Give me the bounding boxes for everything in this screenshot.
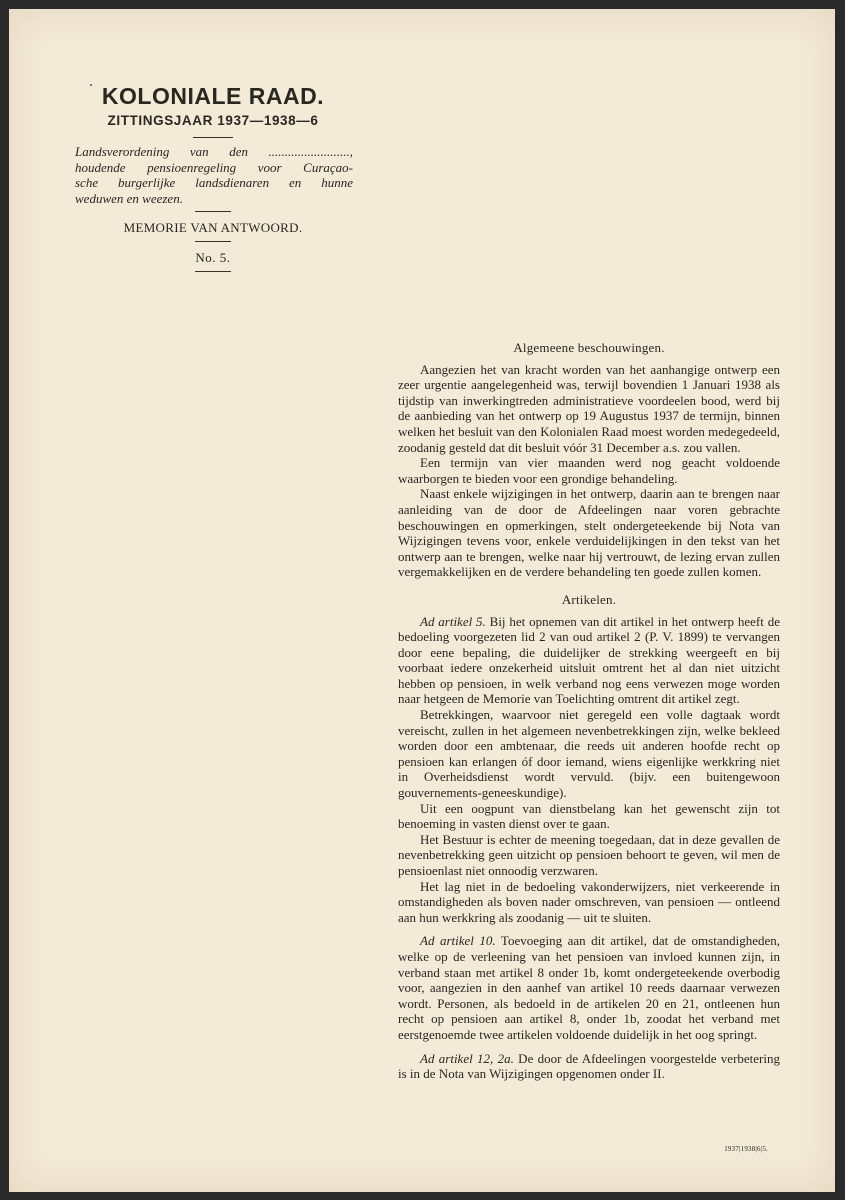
section-heading-articles: Artikelen. (561, 591, 617, 607)
paragraph: Een termijn van vier maanden werd nog geacht voldoende waarborgen te bieden voor een grondige behandeling. (398, 455, 780, 486)
council-title: KOLONIALE RAAD. (101, 83, 325, 109)
document-reference: 1937|1938|6|5. (724, 1145, 768, 1153)
paragraph: Het Bestuur is echter de meening toegedaan, dat in deze gevallen de nevenbetrekking geen uitzicht op pensioen behoort te geven, wil men de pensioenlast niet onnoodig verzwaren. (398, 831, 780, 878)
article-5-paragraph (398, 614, 780, 708)
ordinance-description (75, 144, 353, 206)
article-text: De door de Afdeelingen voorgestelde verbetering is in de Nota van Wijzigingen opgenomen onder II. (398, 1050, 780, 1082)
divider (193, 137, 233, 138)
description-line: sche burgerlijke landsdienaren en hunne (75, 175, 353, 191)
article-10-paragraph (398, 933, 780, 1042)
article-text: Bij het opnemen van dit artikel in het ontwerp heeft de bedoeling voorgezeten lid 2 van oud artikel 2 (P. V. 1899) te vervangen door eene bepaling, die duidelijker de strekking weergeeft en bij voorbaat iedere onzekerheid uitsluit omtrent het al dan niet uitzicht hebben op pensioen, in welk verband nog eens verwezen moge worden naar hetgeen de Memorie van Toelichting omtrent dit artikel zegt. (398, 613, 780, 707)
description-line: weduwen en weezen. (75, 190, 183, 206)
paragraph: Betrekkingen, waarvoor niet geregeld een volle dagtaak wordt vereischt, zullen in het algemeen nevenbetrekkingen zijn, welke bekleed worden door een ambtenaar, die reeds uit anderen hoofde recht op pensioen kan erlangen óf door iemand, wiens eigenlijke werkkring niet in Overheidsdienst wordt vervuld. (bijv. een buitengewoon gouvernements-geneeskundige). (398, 707, 780, 801)
section-heading-general: Algemeene beschouwingen. (513, 340, 665, 355)
article-label: Ad artikel 10. (420, 933, 496, 949)
paragraph: Aangezien het van kracht worden van het aanhangige ontwerp een zeer urgentie aangelegenheid was, terwijl bovendien 1 Januari 1938 als tijdstip van inwerkingtreden administratieve voordeelen bood, werd bij de aanbieding van het ontwerp op 19 Augustus 1937 de termijn, binnen welken het besluit van den Kolonialen Raad moest worden medegedeeld, zoodanig gesteld dat dit besluit vóór 31 December a.s. zou vallen. (398, 361, 780, 455)
article-text: Toevoeging aan dit artikel, dat de omstandigheden, welke op de verleening van het pensioen van invloed kunnen zijn, in verband staan met artikel 8 onder 1b, komt ondergeteekende overbodig voor, aangezien in den aanhef van artikel 10 reeds daarnaar verwezen wordt. Personen, als bedoeld in de artikelen 20 en 21, ontleenen hun recht op pensioen aan artikel 8, onder 1b, zoodat het verband met eerstgenoemde twee artikelen voldoende duidelijk in het oog springt. (398, 933, 780, 1042)
session-year: ZITTINGSJAAR 1937—1938—6 (107, 113, 319, 128)
description-line: Landsverordening van den ........................., (75, 144, 353, 159)
paragraph: Uit een oogpunt van dienstbelang kan het gewenscht zijn tot benoeming in vasten dienst over te gaan. (398, 800, 780, 832)
memorie-title: MEMORIE VAN ANTWOORD. (123, 220, 303, 236)
article-label: Ad artikel 5. (420, 613, 486, 629)
document-body (398, 340, 780, 1082)
document-page (9, 9, 835, 1192)
description-line: houdende pensioenregeling voor Curaçao- (75, 159, 353, 175)
divider (195, 271, 231, 272)
paragraph: Naast enkele wijzigingen in het ontwerp, daarin aan te brengen naar aanleiding van de door de Afdeelingen naar voren gebrachte beschouwingen en opmerkingen, stelt ondergeteekende bij Nota van Wijzigingen tevens voor, enkele verduidelijkingen in den tekst van het ontwerp aan te brengen, welke naar hij vertrouwt, de lezing ervan zullen vergemakkelijken en de verdere behandeling ten goede zullen komen. (398, 486, 780, 580)
paragraph: Het lag niet in de bedoeling vakonderwijzers, niet verkeerende in omstandigheden als boven nader omschreven, van pensioen — ontleend aan hun werkkring als zoodanig — uit te sluiten. (398, 878, 780, 925)
divider (195, 241, 231, 242)
divider (195, 211, 231, 212)
document-number: No. 5. (195, 250, 231, 266)
document-header (73, 83, 353, 280)
article-label: Ad artikel 12, 2a. (420, 1050, 514, 1066)
article-12-paragraph (398, 1051, 780, 1082)
